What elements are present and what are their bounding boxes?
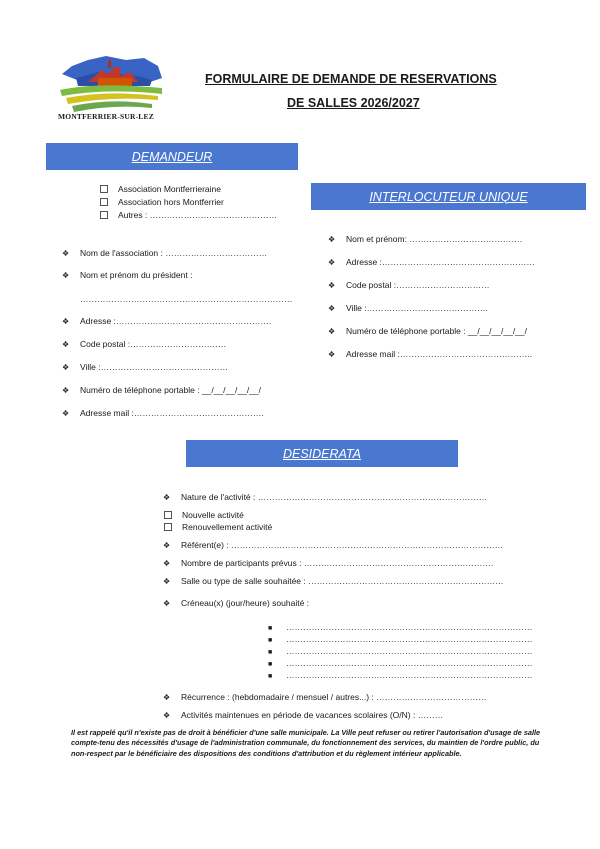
creneau-line[interactable] <box>268 634 533 644</box>
field-label: Code postal :……………………………. <box>80 339 226 349</box>
square-bullet-icon: ■ <box>268 673 273 680</box>
field-label: Adresse mail :……………………………………….. <box>346 349 533 359</box>
field-telephone[interactable] <box>62 385 261 395</box>
field-label: Numéro de téléphone portable : __/__/__/__/__/ <box>80 385 261 395</box>
interlocuteur-heading <box>311 183 586 210</box>
diamond-bullet-icon: ❖ <box>163 559 171 568</box>
field-label: Récurrence : (hebdomadaire / mensuel / autres...) : ………………………………… <box>181 692 487 702</box>
diamond-bullet-icon: ❖ <box>62 249 70 258</box>
checkbox-nouvelle-activite[interactable] <box>164 510 244 520</box>
field-label: Référent(e) : …………………………………………………………………………………… <box>181 540 504 550</box>
demandeur-heading <box>46 143 298 170</box>
form-title-line2: DE SALLES 2026/2027 <box>287 96 420 110</box>
int-field-nom-prenom[interactable] <box>328 234 522 244</box>
field-label: Créneau(x) (jour/heure) souhaité : <box>181 598 310 608</box>
checkbox-icon[interactable] <box>100 198 108 206</box>
field-label: Nombre de participants prévus : …………………………………………………………. <box>181 558 494 568</box>
int-field-telephone[interactable] <box>328 326 527 336</box>
creneau-value: …………………………………………………………………………… <box>286 634 533 644</box>
field-label: Ville :……………………………………. <box>346 303 488 313</box>
diamond-bullet-icon: ❖ <box>62 271 70 280</box>
checkbox-icon[interactable] <box>164 523 172 531</box>
diamond-bullet-icon: ❖ <box>163 693 171 702</box>
field-nom-association[interactable] <box>62 248 267 258</box>
desiderata-heading-label: DESIDERATA <box>282 446 362 461</box>
interlocuteur-heading-label: INTERLOCUTEUR UNIQUE <box>369 189 528 204</box>
field-label: Nom de l'association : ……………………………… <box>80 248 268 258</box>
field-label: Adresse mail :………………………………………. <box>80 408 264 418</box>
diamond-bullet-icon: ❖ <box>62 386 70 395</box>
diamond-bullet-icon: ❖ <box>62 363 70 372</box>
creneau-value: …………………………………………………………………………… <box>286 622 533 632</box>
creneau-line[interactable] <box>268 658 533 668</box>
diamond-bullet-icon: ❖ <box>163 541 171 550</box>
square-bullet-icon: ■ <box>268 649 273 656</box>
field-creneaux[interactable] <box>163 598 309 608</box>
desiderata-heading <box>186 440 458 467</box>
checkbox-label: Renouvellement activité <box>182 522 273 532</box>
checkbox-label: Association hors Montferrier <box>118 197 224 207</box>
creneau-value: …………………………………………………………………………… <box>286 646 533 656</box>
checkbox-association-hors-montferrier[interactable] <box>100 197 224 207</box>
field-label: Salle ou type de salle souhaitée : …………………………………………………………… <box>181 576 504 586</box>
int-field-code-postal[interactable] <box>328 280 490 290</box>
legal-notice: Il est rappelé qu'il n'existe pas de droit à bénéficier d'une salle municipale. La Ville peut refuser ou retirer l'autorisation d'usage de salle compte-tenu des nécessités d'usage de l'administration communale, du fonctionnement des services, du maintien de l'ordre public, du non-respect par le bénéficiaire des dispositions des conditions d'attribution et du règlement intérieur applicable. <box>71 728 541 758</box>
field-label: Nature de l'activité : ……………………………………………………………………… <box>181 492 488 502</box>
checkbox-icon[interactable] <box>100 211 108 219</box>
form-title-line1: FORMULAIRE DE DEMANDE DE RESERVATIONS <box>205 72 497 86</box>
diamond-bullet-icon: ❖ <box>62 340 70 349</box>
field-label: Nom et prénom: …………………………………. <box>346 234 523 244</box>
creneau-line[interactable] <box>268 670 533 680</box>
field-label: Adresse :……………………………………………… <box>346 257 535 267</box>
field-label: Activités maintenues en période de vacances scolaires (O/N) : ……… <box>181 710 444 720</box>
checkbox-icon[interactable] <box>100 185 108 193</box>
int-field-ville[interactable] <box>328 303 488 313</box>
field-code-postal[interactable] <box>62 339 226 349</box>
diamond-bullet-icon: ❖ <box>163 493 171 502</box>
diamond-bullet-icon: ❖ <box>163 577 171 586</box>
diamond-bullet-icon: ❖ <box>328 304 336 313</box>
checkbox-renouvellement-activite[interactable] <box>164 522 272 532</box>
field-nom-president-line[interactable]: ………………………………………………………………… <box>80 294 293 304</box>
checkbox-label: Autres : ……………………………………… <box>118 210 278 220</box>
field-nombre-participants[interactable] <box>163 558 493 568</box>
square-bullet-icon: ■ <box>268 661 273 668</box>
field-ville[interactable] <box>62 362 228 372</box>
field-recurrence[interactable] <box>163 692 487 702</box>
checkbox-autres[interactable] <box>100 210 277 220</box>
diamond-bullet-icon: ❖ <box>328 327 336 336</box>
field-label: Code postal :…………………………… <box>346 280 490 290</box>
checkbox-association-montferrieraine[interactable] <box>100 184 221 194</box>
checkbox-label: Association Montferrieraine <box>118 184 221 194</box>
field-adresse[interactable] <box>62 316 271 326</box>
int-field-adresse[interactable] <box>328 257 535 267</box>
field-label: Adresse :………………………………………………. <box>80 316 272 326</box>
demandeur-heading-label: DEMANDEUR <box>131 149 213 164</box>
creneau-value: …………………………………………………………………………… <box>286 670 533 680</box>
creneau-value: …………………………………………………………………………… <box>286 658 533 668</box>
field-label: Numéro de téléphone portable : __/__/__/__/__/ <box>346 326 527 336</box>
diamond-bullet-icon: ❖ <box>62 317 70 326</box>
int-field-adresse-mail[interactable] <box>328 349 532 359</box>
field-label: Ville :……………………………………… <box>80 362 229 372</box>
diamond-bullet-icon: ❖ <box>163 711 171 720</box>
field-nom-president[interactable] <box>62 270 192 280</box>
checkbox-label: Nouvelle activité <box>182 510 244 520</box>
org-name: MONTFERRIER-SUR-LEZ <box>58 112 154 121</box>
diamond-bullet-icon: ❖ <box>163 599 171 608</box>
diamond-bullet-icon: ❖ <box>328 350 336 359</box>
square-bullet-icon: ■ <box>268 637 273 644</box>
diamond-bullet-icon: ❖ <box>328 235 336 244</box>
field-salle-souhaitee[interactable] <box>163 576 504 586</box>
field-adresse-mail[interactable] <box>62 408 264 418</box>
creneau-line[interactable] <box>268 646 533 656</box>
diamond-bullet-icon: ❖ <box>328 258 336 267</box>
field-referent[interactable] <box>163 540 503 550</box>
field-label: Nom et prénom du président : <box>80 270 193 280</box>
checkbox-icon[interactable] <box>164 511 172 519</box>
field-vacances-scolaires[interactable] <box>163 710 443 720</box>
square-bullet-icon: ■ <box>268 625 273 632</box>
creneau-line[interactable] <box>268 622 533 632</box>
field-nature-activite[interactable] <box>163 492 487 502</box>
diamond-bullet-icon: ❖ <box>328 281 336 290</box>
diamond-bullet-icon: ❖ <box>62 409 70 418</box>
